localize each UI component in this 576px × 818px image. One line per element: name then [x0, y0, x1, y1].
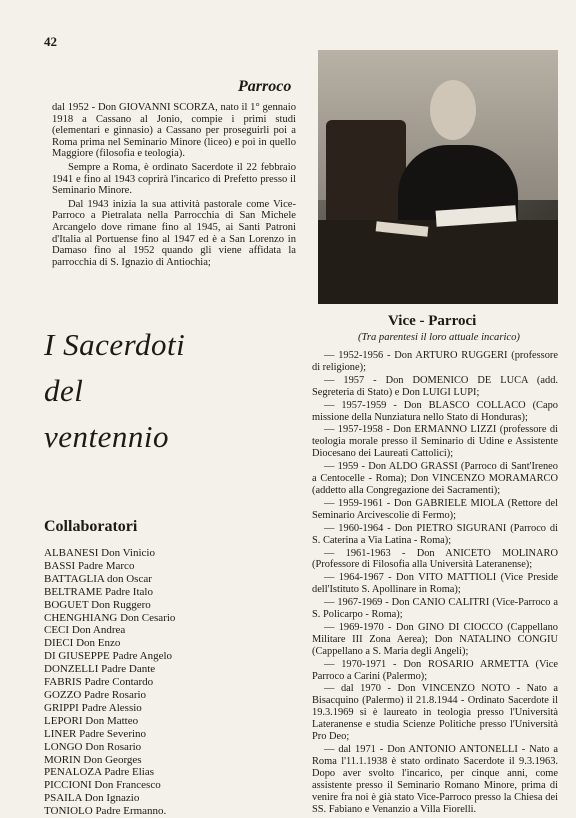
collaboratore-surname: FABRIS	[44, 676, 82, 689]
page-number: 42	[44, 34, 57, 49]
list-item	[44, 741, 264, 754]
list-item	[44, 560, 264, 573]
list-item	[44, 805, 264, 818]
list-item	[44, 624, 264, 637]
collaboratore-name: Padre Alessio	[81, 701, 142, 714]
list-item	[44, 547, 264, 560]
list-item: — 1957-1958 - Don ERMANNO LIZZI (professore di teologia morale presso il Seminario di Udine e Assistente Diocesano dei Laureati Cattolici);	[312, 424, 558, 460]
collaboratore-name: Don Cesario	[120, 611, 176, 624]
collaboratore-surname: LONGO	[44, 740, 83, 753]
list-item: — 1959 - Don ALDO GRASSI (Parroco di Sant'Ireneo a Centocelle - Roma); Don VINCENZO MORAMARCO (addetto alla Congregazione dei Sacramenti);	[312, 461, 558, 496]
collaboratore-surname: DIECI	[44, 637, 74, 650]
collaboratore-name: Don Francesco	[94, 779, 161, 792]
vice-parroci-subtitle: (Tra parentesi il loro attuale incarico)	[358, 332, 520, 343]
collaboratore-name: Don Rosario	[85, 740, 142, 753]
list-item	[44, 663, 264, 676]
collaboratore-surname: BASSI	[44, 559, 76, 572]
collaboratore-name: Don Georges	[83, 753, 142, 766]
list-item: — 1957 - Don DOMENICO DE LUCA (add. Segreteria di Stato) e Don LUIGI LUPI;	[312, 374, 558, 398]
list-item	[44, 689, 264, 702]
list-item: — 1959-1961 - Don GABRIELE MIOLA (Rettore del Seminario Arcivescolie di Fermo);	[312, 497, 558, 521]
collaboratore-name: Padre Dante	[101, 663, 156, 676]
list-item: — dal 1970 - Don VINCENZO NOTO - Nato a Bisacquino (Palermo) il 21.8.1944 - Ordinato Sacerdote il 19.3.1969 si è laureato in teologia presso l'Università Lateranense e studia Scienze Politiche presso l'Università Pro Deo;	[312, 683, 558, 743]
collaboratori-list	[44, 547, 264, 818]
collaboratore-name: Don Ignazio	[84, 792, 140, 805]
collaboratore-name: Padre Rosario	[84, 688, 147, 701]
collaboratore-name: Don Matteo	[85, 714, 139, 727]
parroco-paragraph-1: dal 1952 - Don GIOVANNI SCORZA, nato il 1° gennaio 1918 a Cassano al Jonio, compie i primi studi (elementari e ginnasio) a Cassano per proseguirli poi a Roma prima nel Seminario Minore (liceo) e poi in quello Maggiore (filosofia e teologia).	[52, 102, 296, 160]
collaboratore-name: Don Andrea	[71, 624, 126, 637]
list-item: — 1967-1969 - Don CANIO CALITRI (Vice-Parroco a S. Policarpo - Roma);	[312, 597, 558, 621]
collaboratore-surname: BATTAGLIA	[44, 572, 105, 585]
collaboratore-name: Padre Angelo	[112, 650, 173, 663]
collaboratore-surname: PENALOZA	[44, 766, 102, 779]
list-item: — 1969-1970 - Don GINO DI CIOCCO (Cappellano Militare III Zona Aerea); Don NATALINO CONGIU (Cappellano a S. Maria degli Angeli);	[312, 621, 558, 657]
section-title-line-1: I Sacerdoti	[44, 327, 186, 362]
list-item	[44, 612, 264, 625]
list-item: — dal 1971 - Don ANTONIO ANTONELLI - Nato a Roma l'11.1.1938 è stato ordinato Sacerdote il 9.3.1963. Dopo aver svolto l'incarico, per cinque anni, come assistente presso il Seminario Romano Minore, prima di venire fra noi è già stato Vice-Parroco presso la Chiesa dei SS. Fabiano e Venanzio a Villa Fiorelli.	[312, 744, 558, 815]
collaboratore-name: Don Enzo	[76, 637, 121, 650]
list-item	[44, 702, 264, 715]
collaboratore-name: Padre Contardo	[84, 676, 154, 689]
collaboratore-name: Padre Italo	[105, 585, 153, 598]
parroco-heading: Parroco	[238, 78, 292, 95]
collaboratore-surname: BOGUET	[44, 598, 89, 611]
collaboratore-surname: CECI	[44, 624, 70, 637]
collaboratore-surname: DI GIUSEPPE	[44, 650, 110, 663]
list-item	[44, 754, 264, 767]
list-item: — 1957-1959 - Don BLASCO COLLACO (Capo missione della Nunziatura nello Stato di Honduras);	[312, 399, 558, 423]
collaboratore-surname: GOZZO	[44, 688, 82, 701]
list-item	[44, 766, 264, 779]
section-title-line-3: ventennio	[44, 419, 170, 454]
collaboratore-name: Don Ruggero	[91, 598, 151, 611]
collaboratore-surname: DONZELLI	[44, 663, 99, 676]
collaboratore-surname: LEPORI	[44, 714, 83, 727]
collaboratore-surname: LINER	[44, 727, 77, 740]
collaboratore-surname: CHENGHIANG	[44, 611, 118, 624]
parroco-paragraph-3: Dal 1943 inizia la sua attività pastorale come Vice-Parroco a Pietralata nella Parrocchia di San Michele Arcangelo dove rimane fino al 1945, ai Santi Patroni d'Italia al Portuense fino al 1947 ed è a San Lorenzo in Damaso fino al 1952 quando gli viene affidata la parrocchia di S. Ignazio di Antiochia;	[52, 198, 296, 268]
list-item: — 1952-1956 - Don ARTURO RUGGERI (professore di religione);	[312, 350, 558, 373]
collaboratore-surname: PICCIONI	[44, 779, 92, 792]
list-item: — 1964-1967 - Don VITO MATTIOLI (Vice Preside dell'Istituto S. Apollinare in Roma);	[312, 572, 558, 596]
list-item	[44, 676, 264, 689]
list-item	[44, 728, 264, 741]
collaboratore-name: don Oscar	[106, 572, 152, 585]
list-item: — 1960-1964 - Don PIETRO SIGURANI (Parroco di S. Caterina a Via Latina - Roma);	[312, 522, 558, 546]
collaboratore-surname: TONIOLO	[44, 805, 93, 818]
collaboratore-name: Padre Marco	[77, 559, 135, 572]
collaboratore-name: Padre Severino	[79, 727, 147, 740]
collaboratore-surname: MORIN	[44, 753, 81, 766]
section-title	[44, 322, 185, 460]
parroco-photo	[318, 50, 558, 304]
photo-priest-head	[430, 80, 476, 140]
vice-parroci-heading: Vice - Parroci	[388, 313, 477, 329]
collaboratore-name: Padre Ermanno.	[95, 805, 167, 818]
list-item	[44, 650, 264, 663]
collaboratore-name: Don Vinicio	[101, 547, 155, 559]
photo-desk	[318, 220, 558, 304]
vice-parroci-list	[312, 350, 558, 816]
collaboratore-surname: GRIPPI	[44, 701, 79, 714]
collaboratore-surname: PSAILA	[44, 792, 82, 805]
list-item	[44, 573, 264, 586]
list-item: — 1961-1963 - Don ANICETO MOLINARO (Professore di Filosofia alla Università Lateranense);	[312, 547, 558, 571]
collaboratore-name: Padre Elias	[104, 766, 154, 779]
list-item	[44, 599, 264, 612]
parroco-paragraph-2: Sempre a Roma, è ordinato Sacerdote il 22 febbraio 1941 e fino al 1943 coprirà l'incarico di Prefetto presso il Seminario Minore.	[52, 161, 296, 197]
list-item	[44, 637, 264, 650]
parroco-biography	[52, 102, 296, 270]
collaboratore-surname: BELTRAME	[44, 585, 103, 598]
list-item: — 1970-1971 - Don ROSARIO ARMETTA (Vice Parroco a Carini (Palermo);	[312, 658, 558, 682]
list-item	[44, 792, 264, 805]
list-item	[44, 779, 264, 792]
collaboratori-heading: Collaboratori	[44, 518, 138, 535]
list-item	[44, 715, 264, 728]
list-item	[44, 586, 264, 599]
section-title-line-2: del	[44, 373, 84, 408]
collaboratore-surname: ALBANESI	[44, 547, 99, 559]
